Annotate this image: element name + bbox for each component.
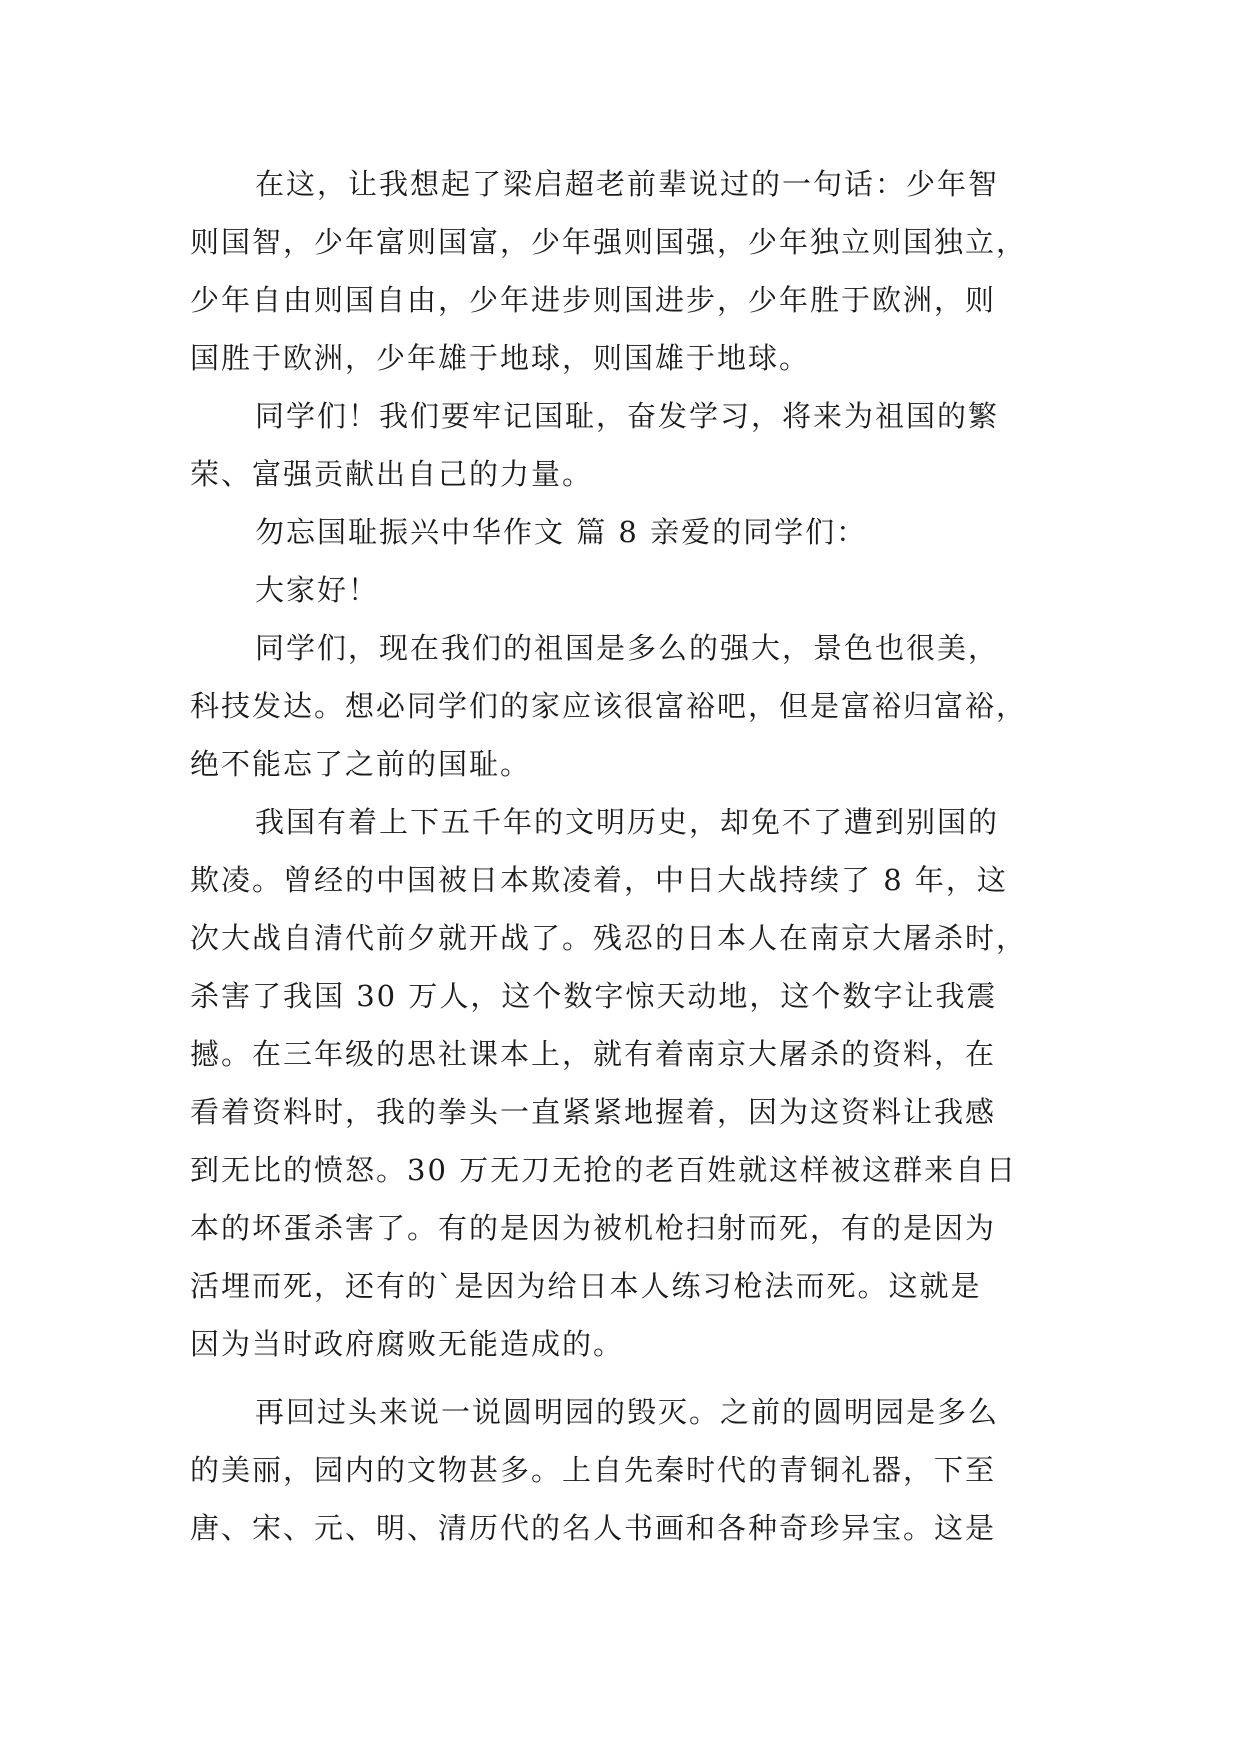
paragraph-line: 同学们！我们要牢记国耻，奋发学习，将来为祖国的繁 — [255, 399, 1000, 433]
paragraph-line: 活埋而死，还有的`是因为给日本人练习枪法而死。这就是 — [190, 1269, 982, 1303]
paragraph-line: 同学们，现在我们的祖国是多么的强大，景色也很美， — [255, 631, 1000, 665]
paragraph-line: 的美丽，园内的文物甚多。上自先秦时代的青铜礼器，下至 — [190, 1453, 997, 1487]
paragraph-line: 杀害了我国 30 万人，这个数字惊天动地，这个数字让我震 — [190, 979, 998, 1013]
paragraph-line: 看着资料时，我的拳头一直紧紧地握着，因为这资料让我感 — [190, 1095, 997, 1129]
paragraph-line: 在这，让我想起了梁启超老前辈说过的一句话：少年智 — [255, 167, 1000, 201]
paragraph-line: 科技发达。想必同学们的家应该很富裕吧，但是富裕归富裕， — [190, 689, 1028, 723]
paragraph-line: 我国有着上下五千年的文明历史，却免不了遭到别国的 — [255, 805, 1000, 839]
paragraph-line: 再回过头来说一说圆明园的毁灭。之前的圆明园是多么 — [255, 1395, 1000, 1429]
paragraph-line: 欺凌。曾经的中国被日本欺凌着，中日大战持续了 8 年，这 — [190, 863, 1008, 897]
paragraph-line: 次大战自清代前夕就开战了。残忍的日本人在南京大屠杀时， — [190, 921, 1028, 955]
paragraph-line: 到无比的愤怒。30 万无刀无抢的老百姓就这样被这群来自日 — [190, 1153, 1018, 1187]
paragraph-line: 则国智，少年富则国富，少年强则国强，少年独立则国独立， — [190, 225, 1028, 259]
paragraph-line: 本的坏蛋杀害了。有的是因为被机枪扫射而死，有的是因为 — [190, 1211, 997, 1245]
paragraph-line: 绝不能忘了之前的国耻。 — [190, 747, 532, 781]
paragraph-line: 荣、富强贡献出自己的力量。 — [190, 457, 594, 491]
paragraph-line: 撼。在三年级的思社课本上，就有着南京大屠杀的资料，在 — [190, 1037, 997, 1071]
section-heading: 勿忘国耻振兴中华作文 篇 8 亲爱的同学们： — [255, 515, 868, 549]
greeting-line: 大家好！ — [255, 573, 380, 607]
paragraph-line: 因为当时政府腐败无能造成的。 — [190, 1327, 625, 1361]
paragraph-line: 国胜于欧洲，少年雄于地球，则国雄于地球。 — [190, 341, 811, 375]
paragraph-line: 少年自由则国自由，少年进步则国进步，少年胜于欧洲，则 — [190, 283, 997, 317]
paragraph-line: 唐、宋、元、明、清历代的名人书画和各种奇珍异宝。这是 — [190, 1511, 997, 1545]
